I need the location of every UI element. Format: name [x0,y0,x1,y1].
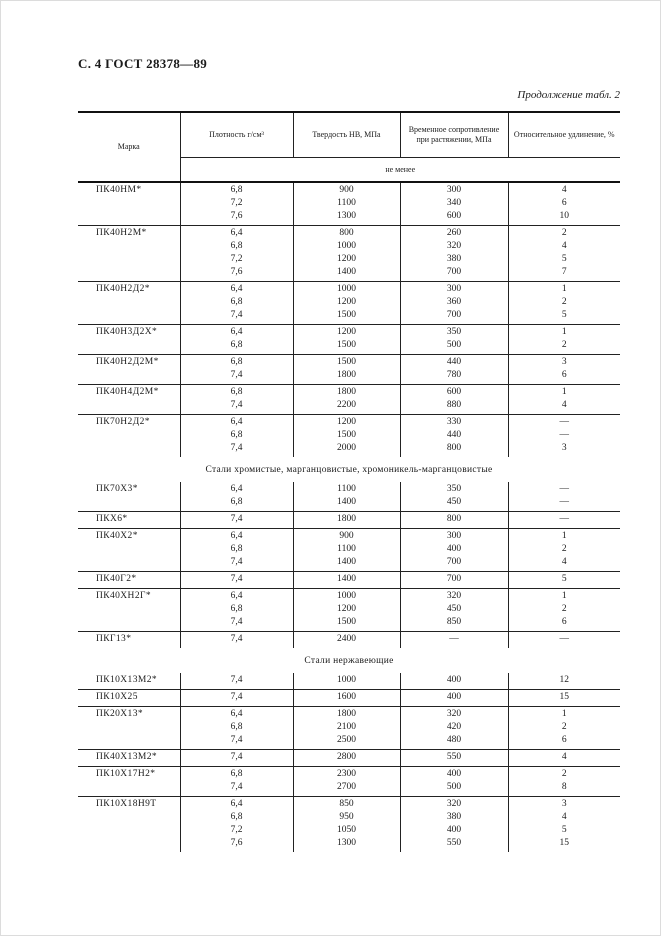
value-cell: 450 [400,603,508,616]
value-cell: 7,4 [180,309,293,325]
section-title-row [78,457,620,482]
value-cell: 320 [400,797,508,812]
value-cell: 880 [400,399,508,415]
grade-cell: ПК10Х25 [78,690,180,707]
value-cell: 7,2 [180,253,293,266]
value-cell: 6,4 [180,797,293,812]
value-cell: — [508,496,620,512]
value-cell: 1300 [293,837,400,852]
grade-group [78,482,620,512]
value-cell: 550 [400,750,508,767]
value-cell: 3 [508,355,620,370]
value-cell: 330 [400,415,508,430]
value-cell: 6,8 [180,240,293,253]
value-cell: 1500 [293,339,400,355]
value-cell: 6,4 [180,325,293,340]
column-header-density: Плотность г/см³ [180,112,293,157]
value-cell: 1100 [293,197,400,210]
value-cell: 15 [508,690,620,707]
value-cell: 2 [508,339,620,355]
table-row [78,572,620,589]
value-cell: 8 [508,781,620,797]
value-cell: 1500 [293,429,400,442]
value-cell: — [508,482,620,496]
value-cell: 1050 [293,824,400,837]
value-cell: 6,4 [180,589,293,604]
grade-cell: ПК10Х18Н9Т [96,799,157,809]
value-cell: 360 [400,296,508,309]
value-cell: 1200 [293,253,400,266]
value-cell: 4 [508,182,620,197]
value-cell: 440 [400,429,508,442]
value-cell: 7,4 [180,556,293,572]
value-cell: 2000 [293,442,400,457]
value-cell: 7,4 [180,442,293,457]
column-header-row [78,112,620,157]
value-cell: 450 [400,496,508,512]
table-row [78,385,620,400]
value-cell: 7,4 [180,369,293,385]
value-cell: 1500 [293,616,400,632]
table-section [78,648,620,673]
value-cell: 780 [400,369,508,385]
value-cell: 700 [400,572,508,589]
value-cell: 380 [400,253,508,266]
value-cell: 2 [508,767,620,782]
value-cell: 6 [508,197,620,210]
value-cell: 1000 [293,240,400,253]
column-header-tensile-strength: Временное сопротивление при растяжении, МПа [400,112,508,157]
value-cell: 300 [400,282,508,297]
value-cell: 1400 [293,496,400,512]
value-cell: 1000 [293,282,400,297]
grade-group [78,797,620,853]
grade-cell: ПК40ХН2Г* [78,589,180,632]
value-cell: — [508,512,620,529]
value-cell: 4 [508,240,620,253]
value-cell: 1200 [293,603,400,616]
value-cell: 400 [400,767,508,782]
value-cell: 850 [400,616,508,632]
value-cell: 1400 [293,572,400,589]
grade-cell: ПК40НМ* [78,182,180,226]
value-cell: 5 [508,824,620,837]
table-section [78,457,620,482]
value-cell: 1 [508,529,620,544]
value-cell: 7,4 [180,690,293,707]
value-cell: 6,8 [180,355,293,370]
value-cell: 6,8 [180,603,293,616]
grade-group [78,355,620,385]
column-header-hardness: Твердость НВ, МПа [293,112,400,157]
value-cell: 2 [508,543,620,556]
table-row [78,589,620,604]
value-cell: 6,8 [180,182,293,197]
value-cell: 300 [400,529,508,544]
value-cell: 440 [400,355,508,370]
table-row [78,529,620,544]
value-cell: 2400 [293,632,400,649]
value-cell: 350 [400,325,508,340]
value-cell: 1200 [293,296,400,309]
grade-cell: ПК40Н2М* [78,226,180,282]
grade-cell: ПК40Н4Д2М* [78,385,180,415]
value-cell: 700 [400,556,508,572]
value-cell: 6,8 [180,543,293,556]
value-cell: 2 [508,226,620,241]
grade-group [78,589,620,632]
value-cell: 7,4 [180,399,293,415]
value-cell: 5 [508,253,620,266]
value-cell: 1 [508,707,620,722]
grade-group [78,767,620,797]
value-cell: 600 [400,210,508,226]
page-header: С. 4 ГОСТ 28378—89 [78,56,208,71]
grade-cell: ПК70Х3* [78,482,180,512]
value-cell: — [400,632,508,649]
grade-group [78,325,620,355]
value-cell: 800 [400,512,508,529]
table-row [78,690,620,707]
value-cell: 1800 [293,385,400,400]
value-cell: 4 [508,750,620,767]
grade-group [78,512,620,529]
value-cell: 4 [508,811,620,824]
value-cell: 1800 [293,707,400,722]
value-cell: 3 [508,797,620,812]
value-cell: 850 [293,797,400,812]
value-cell: 2100 [293,721,400,734]
table-row [78,325,620,340]
value-cell: 7,4 [180,632,293,649]
value-cell: 1000 [293,589,400,604]
value-cell: 7,4 [180,616,293,632]
value-cell: 500 [400,781,508,797]
grade-cell: ПК70Н2Д2* [96,417,150,427]
value-cell: 400 [400,673,508,690]
grade-cell: ПК40Х2* [78,529,180,572]
value-cell: 7 [508,266,620,282]
value-cell: 6,4 [180,415,293,430]
value-cell: — [508,632,620,649]
value-cell: 6 [508,734,620,750]
grade-cell: ПК10Х13М2* [78,673,180,690]
value-cell: 5 [508,309,620,325]
value-cell: 1000 [293,673,400,690]
grade-group [78,707,620,750]
value-cell: 6,4 [180,226,293,241]
value-cell: 600 [400,385,508,400]
table-row [78,673,620,690]
value-cell: 6 [508,616,620,632]
value-cell: 400 [400,690,508,707]
section-title: Стали нержавеющие [304,655,394,666]
value-cell: 7,6 [180,210,293,226]
grade-group [78,673,620,690]
value-cell: 400 [400,543,508,556]
value-cell: 3 [508,442,620,457]
grade-cell: ПК20Х13* [78,707,180,750]
value-cell: 1800 [293,369,400,385]
value-cell: 1300 [293,210,400,226]
grade-group [78,282,620,325]
value-cell: 1500 [293,309,400,325]
value-cell: 7,4 [180,781,293,797]
table-row [78,750,620,767]
value-cell: 6,8 [180,811,293,824]
value-cell: 6,8 [180,339,293,355]
value-cell: 7,6 [180,266,293,282]
column-header-elongation: Относительное удлинение, % [508,112,620,157]
value-cell: 900 [293,182,400,197]
value-cell: 1100 [293,543,400,556]
value-cell: 6,8 [180,429,293,442]
value-cell: 800 [293,226,400,241]
value-cell: 2 [508,603,620,616]
value-cell: 1400 [293,266,400,282]
grade-group [78,385,620,415]
value-cell: 7,6 [180,837,293,852]
value-cell: 6,8 [180,496,293,512]
value-cell: 15 [508,837,620,852]
table-continuation-caption: Продолжение табл. 2 [517,89,620,101]
value-cell: 6 [508,369,620,385]
value-cell: 900 [293,529,400,544]
value-cell: 2300 [293,767,400,782]
value-cell: 950 [293,811,400,824]
table-row [78,632,620,649]
grade-group [78,750,620,767]
grade-cell: ПК40Г2* [78,572,180,589]
grade-group [78,415,620,458]
materials-table [78,111,620,852]
table-row [78,482,620,496]
value-cell: 6,8 [180,767,293,782]
table-row [78,512,620,529]
value-cell: 420 [400,721,508,734]
value-cell: 1 [508,282,620,297]
value-cell: 400 [400,824,508,837]
table-row [78,767,620,782]
value-cell: 6,8 [180,385,293,400]
grade-group [78,182,620,226]
value-cell: 6,4 [180,282,293,297]
value-cell: 2700 [293,781,400,797]
value-cell: 320 [400,589,508,604]
grade-group [78,572,620,589]
value-cell: 380 [400,811,508,824]
value-cell: 7,4 [180,734,293,750]
section-title: Стали хромистые, марганцовистые, хромоникель-марганцовистые [205,464,493,475]
value-cell: 2 [508,721,620,734]
value-cell: 1 [508,325,620,340]
value-cell: 7,2 [180,824,293,837]
grade-cell: ПК40Х13М2* [78,750,180,767]
value-cell: — [508,415,620,430]
grade-group [78,632,620,649]
value-cell: 1100 [293,482,400,496]
value-cell: 340 [400,197,508,210]
grade-cell: ПК10Х17Н2* [78,767,180,797]
threshold-note: не менее [180,157,620,182]
value-cell: 480 [400,734,508,750]
grade-group [78,529,620,572]
value-cell: 6,8 [180,296,293,309]
grade-group [78,226,620,282]
value-cell: 800 [400,442,508,457]
value-cell: 1 [508,385,620,400]
value-cell: 2800 [293,750,400,767]
value-cell: 7,4 [180,673,293,690]
value-cell: 6,4 [180,482,293,496]
table-header [78,112,620,182]
value-cell: 2500 [293,734,400,750]
value-cell: 1400 [293,556,400,572]
value-cell: 2200 [293,399,400,415]
value-cell: 10 [508,210,620,226]
value-cell: 7,4 [180,572,293,589]
value-cell: 5 [508,572,620,589]
value-cell: 12 [508,673,620,690]
grade-cell: ПК40Н3Д2Х* [78,325,180,355]
value-cell: 320 [400,240,508,253]
value-cell: 1500 [293,355,400,370]
value-cell: 4 [508,399,620,415]
table-row [78,282,620,297]
value-cell: 700 [400,309,508,325]
value-cell: 7,2 [180,197,293,210]
value-cell: 6,4 [180,707,293,722]
grade-cell: ПКХ6* [78,512,180,529]
table-row [78,355,620,370]
table-row [78,182,620,197]
value-cell: 1200 [293,325,400,340]
grade-group [78,690,620,707]
grade-cell: ПК40Н2Д2М* [78,355,180,385]
value-cell: 6,4 [180,529,293,544]
value-cell: 7,4 [180,750,293,767]
section-title-row [78,648,620,673]
value-cell: 4 [508,556,620,572]
value-cell: 1800 [293,512,400,529]
value-cell: 2 [508,296,620,309]
table-row [78,797,620,812]
value-cell: — [508,429,620,442]
value-cell: 700 [400,266,508,282]
table-row [78,226,620,241]
value-cell: 6,8 [180,721,293,734]
grade-cell: ПКГ13* [96,634,132,644]
value-cell: 1 [508,589,620,604]
table-row [78,415,620,430]
value-cell: 1200 [293,415,400,430]
value-cell: 260 [400,226,508,241]
value-cell: 500 [400,339,508,355]
table-row [78,707,620,722]
value-cell: 7,4 [180,512,293,529]
grade-cell: ПК40Н2Д2* [78,282,180,325]
value-cell: 300 [400,182,508,197]
value-cell: 320 [400,707,508,722]
value-cell: 350 [400,482,508,496]
column-header-marka: Марка [78,112,180,182]
value-cell: 550 [400,837,508,852]
value-cell: 1600 [293,690,400,707]
